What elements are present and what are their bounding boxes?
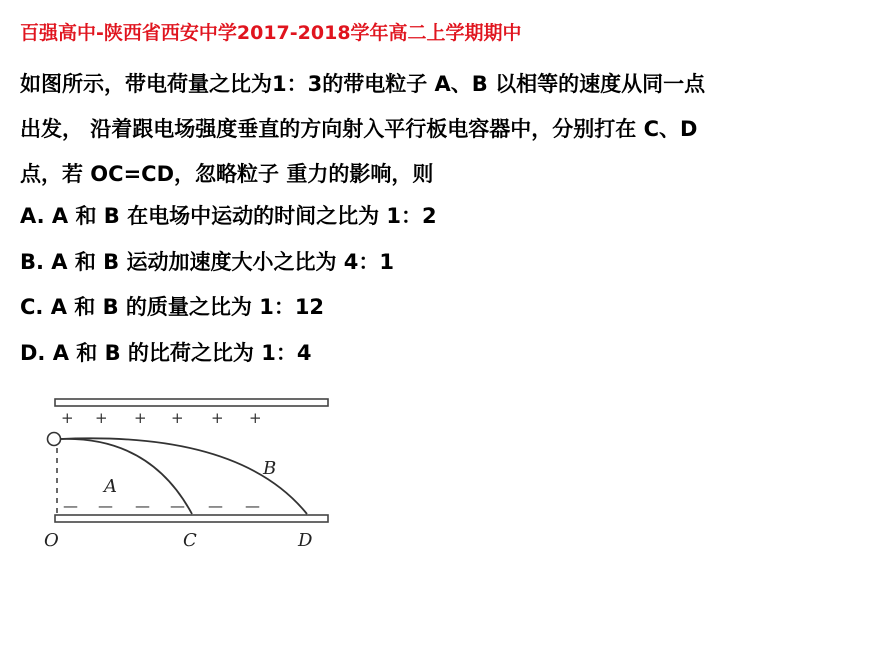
label-o: O	[44, 530, 59, 551]
option-d: D. A 和 B 的比荷之比为 1：4	[20, 340, 312, 365]
question-stem-line: 点，若 OC=CD，忽略粒子 重力的影响，则	[20, 162, 434, 186]
bottom-plate	[55, 515, 328, 522]
capacitor-diagram	[30, 388, 340, 558]
plus-sign: +	[171, 409, 184, 427]
minus-sign: —	[245, 497, 260, 515]
particle-entry-point	[48, 433, 61, 446]
question-stem-line: 出发， 沿着跟电场强度垂直的方向射入平行板电容器中，分别打在 C、D	[20, 117, 698, 141]
plus-sign: +	[249, 409, 262, 427]
minus-sign: —	[63, 497, 78, 515]
minus-sign: —	[135, 497, 150, 515]
top-plate	[55, 399, 328, 406]
label-c: C	[183, 530, 197, 551]
answer-options	[20, 194, 437, 376]
plus-sign: +	[211, 409, 224, 427]
label-b: B	[263, 458, 277, 479]
capacitor-diagram-svg	[30, 388, 340, 558]
plus-sign: +	[95, 409, 108, 427]
minus-sign: —	[170, 497, 185, 515]
option-b: B. A 和 B 运动加速度大小之比为 4：1	[20, 249, 395, 274]
option-c: C. A 和 B 的质量之比为 1：12	[20, 295, 325, 319]
page-title: 百强高中-陕西省西安中学2017-2018学年高二上学期期中	[20, 22, 522, 44]
minus-sign: —	[208, 497, 223, 515]
label-a: A	[104, 476, 117, 497]
minus-sign: —	[98, 497, 113, 515]
plus-sign: +	[61, 409, 74, 427]
label-d: D	[298, 530, 313, 551]
question-stem	[20, 62, 880, 197]
option-a: A. A 和 B 在电场中运动的时间之比为 1：2	[20, 204, 437, 228]
question-stem-line: 如图所示，带电荷量之比为1：3的带电粒子 A、B 以相等的速度从同一点	[20, 72, 706, 96]
plus-sign: +	[134, 409, 147, 427]
